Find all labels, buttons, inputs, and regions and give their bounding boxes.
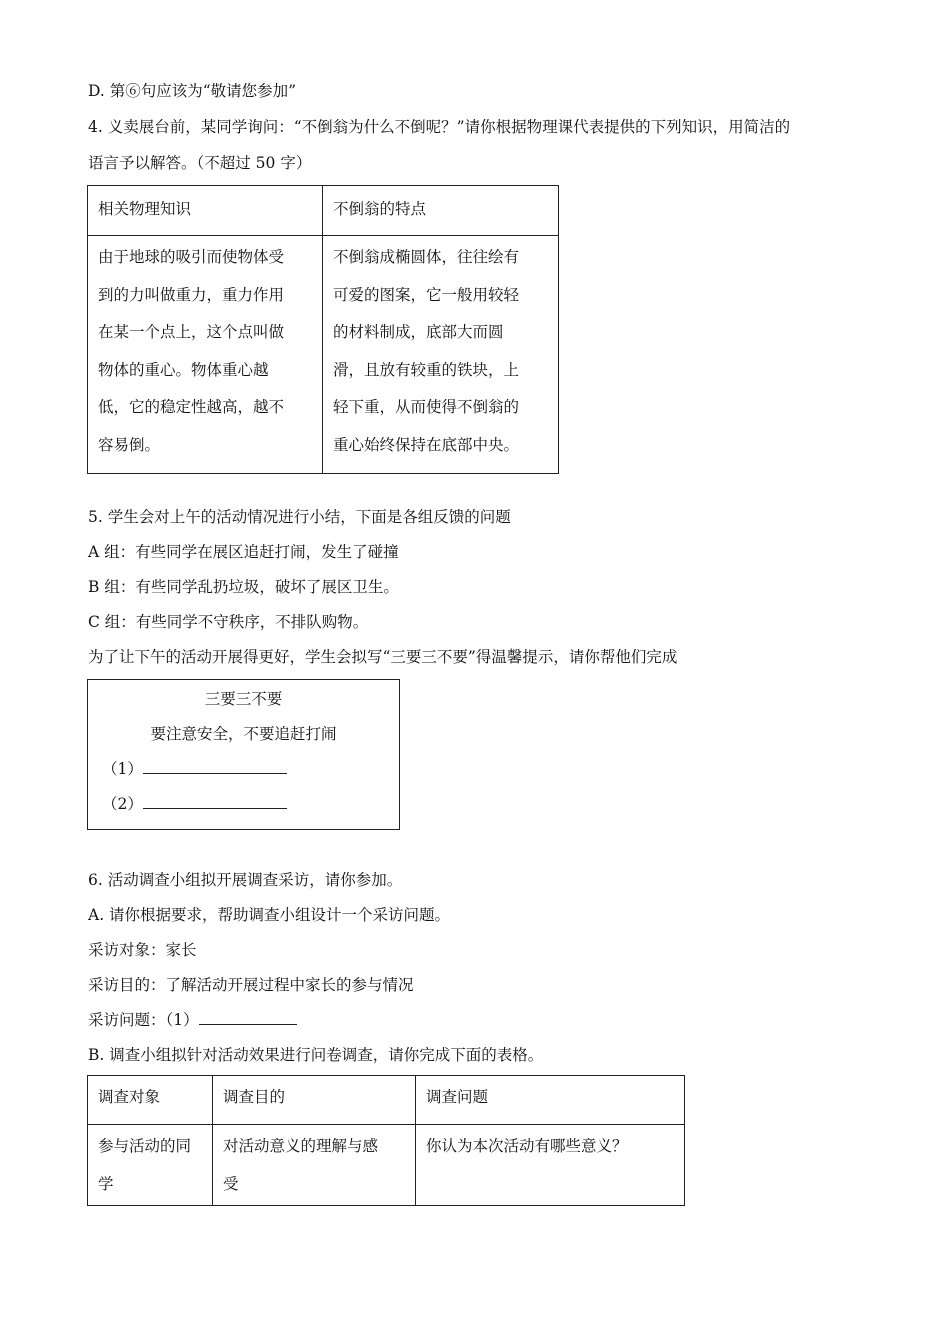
cell-line: 到的力叫做重力，重力作用 — [98, 285, 285, 304]
tumbler-features-cell — [323, 236, 559, 474]
survey-purpose-cell — [213, 1125, 416, 1206]
cell-line: 低，它的稳定性越高，越不 — [98, 398, 285, 416]
cell-line: 在某一个点上，这个点叫做 — [98, 323, 285, 341]
reminder-example: 要注意安全，不要追赶打闹 — [150, 725, 337, 743]
q5-group-a: A 组：有些同学在展区追赶打闹，发生了碰撞 — [88, 543, 399, 561]
cell-line: 不倒翁成椭圆体，往往绘有 — [333, 248, 520, 266]
reminder-box — [87, 679, 400, 830]
cell-line: 学 — [98, 1175, 114, 1193]
reminder-item-1-label: （1） — [102, 760, 143, 778]
q5-question-line1: 5. 学生会对上午的活动情况进行小结，下面是各组反馈的问题 — [88, 508, 511, 526]
reminder-item-1 — [102, 758, 287, 780]
survey-table — [87, 1075, 685, 1206]
answer-blank[interactable] — [143, 759, 287, 774]
q6-part-b: B. 调查小组拟针对活动效果进行问卷调查，请你完成下面的表格。 — [88, 1046, 544, 1064]
answer-blank[interactable] — [143, 794, 287, 809]
q5-group-c: C 组：有些同学不守秩序，不排队购物。 — [88, 613, 369, 631]
q6-interview-question-label: 采访问题：（1） — [88, 1011, 199, 1029]
q6-interview-target: 采访对象：家长 — [88, 941, 197, 959]
cell-line: 容易倒。 — [98, 435, 161, 454]
q5-prompt: 为了让下午的活动开展得更好，学生会拟写“三要三不要”得温馨提示，请你帮他们完成 — [88, 648, 678, 666]
physics-table — [87, 185, 559, 474]
cell-line: 对活动意义的理解与感 — [223, 1137, 379, 1155]
q6-question-line1: 6. 活动调查小组拟开展调查采访，请你参加。 — [88, 871, 403, 889]
q4-question-line2: 语言予以解答。（不超过 50 字） — [88, 154, 312, 172]
q3-option-d: D. 第⑥句应该为“敬请您参加” — [88, 82, 297, 100]
physics-knowledge-cell — [88, 236, 323, 474]
survey-question-cell — [416, 1125, 685, 1206]
cell-line: 受 — [223, 1175, 239, 1193]
q4-question-line1: 4. 义卖展台前，某同学询问：“不倒翁为什么不倒呢？”请你根据物理课代表提供的下列知识，用简洁的 — [88, 118, 791, 136]
q5-group-b: B 组：有些同学乱扔垃圾，破坏了展区卫生。 — [88, 578, 399, 596]
table-header-survey-question: 调查问题 — [416, 1076, 685, 1125]
cell-line: 的材料制成，底部大而圆 — [333, 323, 504, 341]
table-header-physics-knowledge: 相关物理知识 — [88, 186, 323, 236]
table-header-survey-target: 调查对象 — [88, 1076, 213, 1125]
table-header-survey-purpose: 调查目的 — [213, 1076, 416, 1125]
cell-line: 滑，且放有较重的铁块，上 — [333, 360, 520, 379]
cell-line: 轻下重，从而使得不倒翁的 — [333, 398, 520, 416]
cell-line: 重心始终保持在底部中央。 — [333, 435, 520, 454]
survey-target-cell — [88, 1125, 213, 1206]
table-header-tumbler-features: 不倒翁的特点 — [323, 186, 559, 236]
q6-interview-purpose: 采访目的：了解活动开展过程中家长的参与情况 — [88, 976, 414, 994]
q6-part-a: A. 请你根据要求，帮助调查小组设计一个采访问题。 — [88, 906, 451, 924]
reminder-title: 三要三不要 — [204, 690, 283, 708]
answer-blank[interactable] — [199, 1010, 297, 1025]
cell-line: 参与活动的同 — [98, 1137, 192, 1155]
cell-line: 由于地球的吸引而使物体受 — [98, 248, 285, 266]
q6-interview-question — [88, 1009, 297, 1031]
cell-line: 可爱的图案，它一般用较轻 — [333, 285, 520, 304]
reminder-item-2-label: （2） — [102, 795, 143, 813]
reminder-item-2 — [102, 793, 287, 815]
cell-line: 你认为本次活动有哪些意义？ — [426, 1137, 628, 1155]
cell-line: 物体的重心。物体重心越 — [98, 360, 269, 379]
